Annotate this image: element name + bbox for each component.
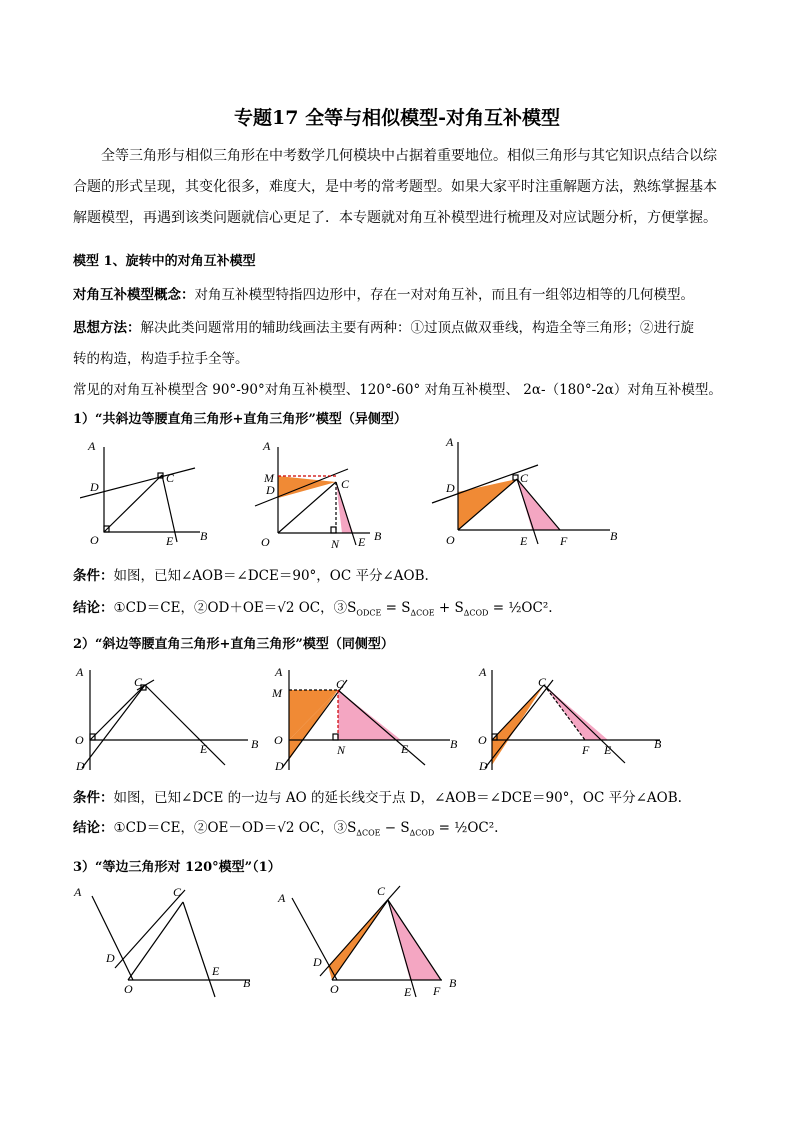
svg-text:F: F <box>433 984 441 998</box>
svg-text:D: D <box>479 759 488 773</box>
svg-text:D: D <box>90 480 99 494</box>
concept-text: 对角互补模型特指四边形中，存在一对对角互补，而且有一组邻边相等的几何模型。 <box>194 287 694 303</box>
method-label: 思想方法： <box>73 320 141 336</box>
svg-text:B: B <box>374 529 382 543</box>
conclusion-text: ①CD＝CE，②OE－OD＝√2 OC，③S <box>113 820 357 836</box>
intro-paragraph: 全等三角形与相似三角形在中考数学几何模块中占据着重要地位。相似三角形与其它知识点结合以综合题的形式呈现，其变化很多，难度大，是中考的常考题型。如果大家平时注重解题方法，熟练掌握基本解题模型，再遇到该类问题就信心更足了．本专题就对角互补模型进行梳理及对应试题分析，方便掌握。 <box>73 148 717 226</box>
fig3-1 <box>92 890 250 997</box>
svg-text:B: B <box>243 976 251 990</box>
fig1-3 <box>432 442 610 544</box>
svg-text:E: E <box>212 964 220 978</box>
svg-text:O: O <box>261 535 270 549</box>
model1-heading: 模型 1、旋转中的对角互补模型 <box>73 254 256 269</box>
conclusion-end: = ½OC². <box>488 600 553 616</box>
svg-text:A: A <box>275 665 283 679</box>
fig3-2 <box>292 886 442 997</box>
conclusion-plus: + S <box>434 600 464 616</box>
section2-conclusion <box>73 816 498 838</box>
section3-figures <box>70 880 490 1010</box>
section2-figures <box>70 660 670 780</box>
method-line-1 <box>73 316 694 336</box>
conclusion-sub1: ∆COE <box>356 828 381 838</box>
svg-text:D: D <box>106 951 115 965</box>
conclusion-label: 结论： <box>73 820 114 836</box>
method-text-1: 解决此类问题常用的辅助线画法主要有两种：①过顶点做双垂线，构造全等三角形；②进行旋 <box>140 320 694 336</box>
svg-text:O: O <box>478 733 487 747</box>
svg-text:O: O <box>124 982 133 996</box>
svg-text:B: B <box>200 529 208 543</box>
method-line-2: 转的构造，构造手拉手全等。 <box>73 351 249 367</box>
section1-conclusion <box>73 596 553 618</box>
concept-line <box>73 283 694 303</box>
svg-text:C: C <box>538 675 547 689</box>
section2-condition <box>73 786 682 806</box>
svg-text:O: O <box>446 533 455 547</box>
svg-text:F: F <box>560 534 568 548</box>
page-title: 专题17 全等与相似模型-对角互补模型 <box>234 107 560 129</box>
svg-text:E: E <box>404 985 412 999</box>
svg-text:D: D <box>313 955 322 969</box>
svg-text:E: E <box>358 535 366 549</box>
svg-text:M: M <box>272 686 282 700</box>
svg-text:O: O <box>75 733 84 747</box>
svg-text:C: C <box>336 677 345 691</box>
svg-text:E: E <box>401 742 409 756</box>
svg-text:A: A <box>479 665 487 679</box>
svg-text:O: O <box>90 533 99 547</box>
conclusion-end: = ½OC². <box>434 820 499 836</box>
svg-text:M: M <box>264 471 274 485</box>
svg-text:E: E <box>166 534 174 548</box>
svg-text:D: D <box>275 759 284 773</box>
svg-text:A: A <box>278 891 286 905</box>
conclusion-text: ①CD＝CE，②OD＋OE＝√2 OC，③S <box>113 600 357 616</box>
svg-text:D: D <box>446 481 455 495</box>
svg-text:C: C <box>520 471 529 485</box>
svg-text:A: A <box>446 435 454 449</box>
svg-text:B: B <box>251 737 259 751</box>
conclusion-sub3: ∆COD <box>463 608 489 618</box>
svg-text:C: C <box>173 885 182 899</box>
svg-text:E: E <box>604 743 612 757</box>
orange-triangle <box>278 476 336 498</box>
conclusion-label: 结论： <box>73 600 114 616</box>
svg-text:A: A <box>76 665 84 679</box>
section2-heading: 2）“斜边等腰直角三角形+直角三角形”模型（同侧型） <box>73 637 394 652</box>
condition-text: 如图，已知∠DCE 的一边与 AO 的延长线交于点 D，∠AOB＝∠DCE＝90°，OC 平分∠AOB. <box>113 790 682 806</box>
svg-text:A: A <box>88 439 96 453</box>
svg-text:N: N <box>337 743 346 757</box>
conclusion-mid: = S <box>381 600 411 616</box>
svg-text:B: B <box>449 976 457 990</box>
svg-text:C: C <box>134 675 143 689</box>
fig3-1-labels <box>73 885 251 996</box>
condition-text: 如图，已知∠AOB＝∠DCE＝90°，OC 平分∠AOB. <box>113 568 429 584</box>
fig2-3 <box>485 670 660 770</box>
svg-text:E: E <box>200 742 208 756</box>
svg-text:C: C <box>377 884 386 898</box>
svg-text:N: N <box>331 537 340 551</box>
section1-condition <box>73 564 429 584</box>
fig2-1-labels <box>75 665 259 773</box>
section1-heading: 1）“共斜边等腰直角三角形+直角三角形”模型（异侧型） <box>73 412 407 427</box>
section1-figures <box>80 432 640 557</box>
section3-heading: 3）“等边三角形对 120°模型”（1） <box>73 860 281 875</box>
svg-text:O: O <box>274 733 283 747</box>
svg-text:F: F <box>582 743 590 757</box>
svg-text:D: D <box>266 483 275 497</box>
conclusion-mid: − S <box>380 820 410 836</box>
fig2-1 <box>82 670 248 770</box>
fig1-1 <box>80 447 200 542</box>
conclusion-sub2: ∆COD <box>409 828 435 838</box>
concept-label: 对角互补模型概念： <box>73 287 195 303</box>
svg-text:B: B <box>610 529 618 543</box>
svg-text:C: C <box>166 471 175 485</box>
fig3-2-labels <box>277 884 457 999</box>
svg-text:B: B <box>654 737 662 751</box>
svg-text:E: E <box>520 534 528 548</box>
svg-text:B: B <box>450 737 458 751</box>
condition-label: 条件： <box>73 568 114 584</box>
pink-triangle <box>544 685 608 740</box>
svg-text:O: O <box>330 982 339 996</box>
common-models-line: 常见的对角互补模型含 90°-90°对角互补模型、120°-60° 对角互补模型、 2α-（180°-2α）对角互补模型。 <box>73 382 722 398</box>
fig2-2 <box>282 670 450 770</box>
svg-text:A: A <box>74 885 82 899</box>
conclusion-sub1: ODCE <box>356 608 382 618</box>
svg-text:C: C <box>341 477 350 491</box>
condition-label: 条件： <box>73 790 114 806</box>
svg-text:D: D <box>76 759 85 773</box>
conclusion-sub2: ∆COE <box>410 608 435 618</box>
svg-text:A: A <box>263 439 271 453</box>
